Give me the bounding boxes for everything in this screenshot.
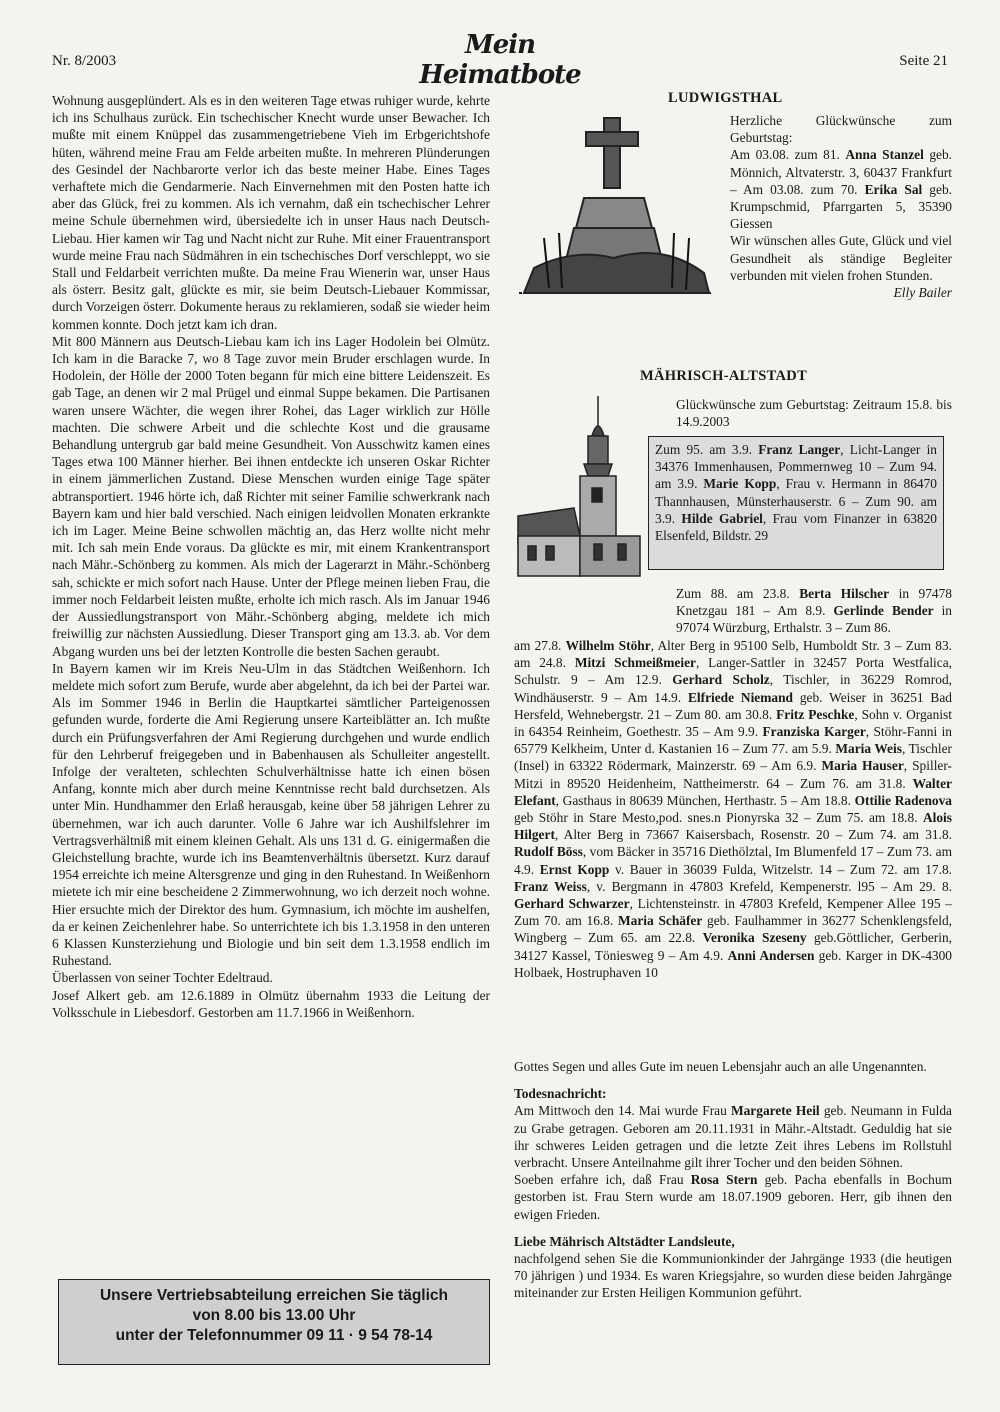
ludwigsthal-intro: Herzliche Glückwünsche zum Geburtstag: xyxy=(730,113,952,146)
birthday-text: geb. Krumpschmid, Pfarrgarten 5, 35390 Giessen xyxy=(730,181,952,232)
death-notice xyxy=(514,1102,952,1171)
person-name: Franziska Karger xyxy=(762,724,866,740)
entry-text: geb. Karger in DK-4300 Holbaek, Hostruphaven 10 xyxy=(514,947,953,980)
person-name: Anni Andersen xyxy=(727,947,815,963)
ad-line: von 8.00 bis 13.00 Uhr xyxy=(192,1307,356,1324)
entry-text: , Tischler (Insel) in 63322 Rödermark, Mainzerstr. 69 – Am 6.9. xyxy=(514,741,953,774)
person-name: Fritz Peschke xyxy=(776,706,855,722)
person-name: Franz Langer xyxy=(758,442,841,457)
person-name: Gerlinde Bender xyxy=(833,603,934,619)
person-name: Wilhelm Stöhr xyxy=(565,638,651,653)
entry-text: geb. Faulhammer in 36277 Schenklengsfeld, Wingberg – Zum 65. am 22.8. xyxy=(514,913,953,946)
sales-department-ad xyxy=(58,1279,490,1365)
entry-text: , Spiller-Mitzi in 89520 Heidenheim, Nattheimerstr. 64 – Zum 76. am 31.8. xyxy=(514,758,953,791)
entry-text: , Lichtensteinstr. in 47803 Krefeld, Kempener Allee 195 – Zum 70. am 16.8. xyxy=(514,896,952,929)
entry-text: , Gasthaus in 80639 München, Herthastr. 5 – Am 18.8. xyxy=(555,792,855,808)
entry-text: , v. Bergmann in 47803 Krefeld, Kempenerstr. l95 – Am 29. 8. xyxy=(586,878,952,894)
person-name: Anna Stanzel xyxy=(845,147,924,163)
ludwigsthal-birthdays xyxy=(730,146,952,232)
masthead-logo: Mein Heimatbote xyxy=(419,30,581,90)
entry-text: Soeben erfahre ich, daß Frau xyxy=(514,1172,691,1188)
communion-text: nachfolgend sehen Sie die Kommunionkinder der Jahrgänge 1933 (die heutigen 70 jährigen ) und 1934. Es waren Kriegsjahre, so wurden diese beiden Jahrgänge miteinander zur Ersten Heiligen Kommunion geführt. xyxy=(514,1251,952,1301)
entry-text: , Licht-Langer in 34376 Immenhausen, Pommernweg 10 – Zum 94. am 3.9. xyxy=(655,442,937,492)
person-name: Maria Weis xyxy=(835,741,902,757)
entry-text: geb Stöhr in Stare Mesto,pod. snes.n Pionyrska 32 – Zum 75. am 18.8. xyxy=(514,810,923,826)
maehrisch-intro: Glückwünsche zum Geburtstag: Zeitraum 15.8. bis 14.9.2003 xyxy=(676,397,952,430)
ad-line: Unsere Vertriebsabteilung erreichen Sie täglich xyxy=(99,1287,449,1304)
person-name: Alois Hilgert xyxy=(514,810,952,843)
person-name: Marie Kopp xyxy=(703,476,777,492)
blessing-text: Gottes Segen und alles Gute im neuen Lebensjahr auch an alle Ungenannten. xyxy=(514,1059,927,1074)
entry-text: , Frau vom Finanzer in 63820 Elsenfeld, Bildstr. 29 xyxy=(655,510,937,544)
person-name: Gerhard Schwarzer xyxy=(514,896,630,912)
lower-sections xyxy=(514,1058,952,1302)
entry-text: , Alter Berg in 73667 Kaisersbach, Rosenstr. 20 – Zum 74. am 31.8. xyxy=(554,827,952,843)
person-name: Berta Hilscher xyxy=(799,586,890,601)
ad-line: unter der Telefonnummer 09 11 · 9 54 78-14 xyxy=(115,1327,433,1344)
left-column xyxy=(52,92,490,1021)
person-name: Hilde Gabriel xyxy=(681,510,763,526)
signature: Elly Bailer xyxy=(893,285,952,301)
article-paragraph: In Bayern kamen wir im Kreis Neu-Ulm in das Städtchen Weißenhorn. Ich meldete mich sofort zum Berufe, wurde aber abgelehnt, da ich bei der Partei war. Als im Sommer 1946 in Berlin die Hauptkartei sämtlicher Parteigenossen gefunden wurde, forderte die Ami Regierung unsere Karteiblätter an. Ich mußte durch ein Prüfungsverfahren der Ami Regierung durchgehen und wurde endlich für den Lehrberuf freigegeben und in Babenhausen als Schulleiter angestellt. Infolge der veralteten, schlechten Schulverhältnisse hatte ich einen bösen Anfang, konnte mich aber durch meine Kenntnisse recht bald durchsetzen. Als unter Min. Hundhammer den Erlaß herausgab, keine über 58 jährigen Lehrer zu übernehmen, war ich auch darunter. Volle 6 Jahre war ich Aushilfslehrer im Vertragsverhältniß mit einem kleinen Gehalt. Als uns 131 d. G. einigermaßen die Gleichstellung brachte, wurde ich ins Beamtenverhältnis übersetzt. Kurz darauf 1954 erreichte ich meine Altersgrenze und ging in den Ruhestand. In Weißenhorn mietete ich mir eine bescheidene 2 Zimmerwohnung, wo ich derzeit noch wohne. Hier ersuchte mich der Direktor des hum. Gymnasium, ich möchte im aushelfen, da er keinen Zeichenlehrer habe. So unterrichtete ich bis 1.3.1958 in den unteren 6 Klassen Kunsterziehung und Biologie und bin seit dem 1.3.1958 endlich im Ruhestand. xyxy=(52,660,490,969)
person-name: Ernst Kopp xyxy=(539,861,610,877)
entry-text: Zum 88. am 23.8. xyxy=(676,586,800,601)
article-paragraph: Überlassen von seiner Tochter Edeltraud. xyxy=(52,970,273,986)
entry-text: , Langer-Sattler in 32457 Porta Westfalica, Schulstr. 9 – Am 12.9. xyxy=(514,655,953,688)
person-name: Elfriede Niemand xyxy=(687,689,793,705)
birthday-text: Am 03.08. zum 81. xyxy=(730,147,846,163)
entry-text: geb.Göttlicher, Gerberin, 34127 Kassel, Töniesweg 9 – Am 4.9. xyxy=(514,930,952,963)
entry-text: , Tischler, in 36229 Romrod, Windhäuserstr. 9 – Am 14.9. xyxy=(514,672,952,705)
entry-text: in 97478 Knetzgau 181 – Am 8.9. xyxy=(676,586,953,619)
wish-text: Wir wünschen alles Gute, Glück und viel Gesundheit als ständige Begleiter verbunden mit vielen frohen Stunden. xyxy=(730,233,952,283)
birthday-list xyxy=(514,637,952,981)
church-illustration xyxy=(514,396,644,581)
entry-text: geb. Neumann in Fulda zu Grabe getragen. Geboren am 20.11.1931 in Mähr.-Altstadt. Geduldig hat sie ihr schweres Leiden getragen und die letzte Zeit ihres Lebens im Rollstuhl verbracht. Unsere Anteilnahme gilt ihrer Tocher und den beiden Söhnen. xyxy=(514,1103,952,1171)
person-name: Walter Elefant xyxy=(514,775,952,808)
entry-text: , Frau v. Hermann in 86470 Thannhausen, Münsterhauserstr. 6 – Zum 90. am 3.9. xyxy=(655,476,938,526)
person-name: Maria Schäfer xyxy=(618,913,703,929)
person-name: Rosa Stern xyxy=(690,1172,758,1188)
person-name: Ottilie Radenova xyxy=(854,792,952,808)
entry-text: , Stöhr-Fanni in 65779 Kelkheim, Unter d. Kastanien 16 – Zum 77. am 5.9. xyxy=(514,724,952,757)
entry-text: geb. Pacha ebenfalls in Bochum gestorben ist. Frau Stern wurde am 18.07.1909 geboren. Herr, gib ihnen den ewigen Frieden. xyxy=(514,1172,952,1222)
entry-text: v. Bauer in 36039 Fulda, Witzelstr. 14 – Zum 72. am 17.8. xyxy=(609,861,952,877)
ludwigsthal-text xyxy=(730,112,952,301)
person-name: Margarete Heil xyxy=(730,1103,820,1119)
person-name: Veronika Szeseny xyxy=(702,930,807,946)
person-name: Gerhard Scholz xyxy=(672,672,770,688)
entry-text: am 27.8. xyxy=(514,638,566,653)
entry-text: Am Mittwoch den 14. Mai wurde Frau xyxy=(514,1103,731,1119)
person-name: Erika Sal xyxy=(864,181,923,197)
highlighted-birthdays-box xyxy=(648,436,944,570)
death-notice-title: Todesnachricht: xyxy=(514,1086,607,1102)
ludwigsthal-title: LUDWIGSTHAL xyxy=(668,90,783,106)
birthday-list-top xyxy=(676,585,952,637)
entry-text: in 97074 Würzburg, Erthalstr. 3 – Zum 86. xyxy=(676,603,952,636)
page-number: Seite 21 xyxy=(899,53,948,69)
communion-title: Liebe Mährisch Altstädter Landsleute, xyxy=(514,1233,735,1249)
crucifix-monument-illustration xyxy=(514,108,724,308)
entry-text: geb. Weiser in 36251 Bad Hersfeld, Wehnebergstr. 21 – Zum 80. am 30.8. xyxy=(514,689,953,722)
person-name: Franz Weiss xyxy=(514,878,587,894)
maehrisch-altstadt-title: MÄHRISCH-ALTSTADT xyxy=(640,368,808,384)
death-notice xyxy=(514,1171,952,1223)
entry-text: , Sohn v. Organist in 64354 Reinheim, Goethestr. 35 – Am 9.9. xyxy=(514,706,952,740)
person-name: Rudolf Böss xyxy=(514,844,583,860)
article-paragraph: Josef Alkert geb. am 12.6.1889 in Olmütz übernahm 1933 die Leitung der Volksschule in Liebesdorf. Gestorben am 11.7.1966 in Weißenhorn. xyxy=(52,987,490,1020)
birthday-text: geb. Mönnich, Altvaterstr. 3, 60437 Frankfurt – Am 03.08. zum 70. xyxy=(730,147,953,197)
ludwigsthal-wish xyxy=(730,232,952,301)
issue-number: Nr. 8/2003 xyxy=(52,53,117,69)
entry-text: Zum 95. am 3.9. xyxy=(655,442,759,457)
person-name: Maria Hauser xyxy=(821,758,904,774)
entry-text: , Alter Berg in 95100 Selb, Humboldt Str. 3 – Zum 83. am 24.8. xyxy=(514,638,953,671)
article-paragraph: Mit 800 Männern aus Deutsch-Liebau kam ich ins Lager Hodolein bei Olmütz. Ich kam in die Baracke 7, wo 8 Tage zuvor mein Bruder erschlagen wurde. In Hodolein, der Hölle der 2000 Toten begann für mich eine bittere Leidenszeit. Es gab Tage, an denen wir 2 mal Prügel und einmal Suppe bekamen. Die Partisanen waren unsere Wächter, die wegen ihrer Rohei, das Lager wirklich zur Hölle machten. Die schwere Arbeit und die schlechte Kost und die grausame Behandlung untergrub gar bald meine Gesundheit. Von Ausschwitz kamen eines Tages etwa 100 Männer hierher. Bei ihnen entdeckte ich unseren Oskar Richter in einem jämmerlichen Zustand. Diese Menschen wurden einige Tage später abtransportiert. 1946 hörte ich, daß Richter mit seiner Familie schwerkrank nach Bayern kam und hier bald verschied. Nach einigen leidvollen Monaten erkrankte ich im Lager. Meine Beine schwollen mächtig an, das Herz wollte nicht mehr mit. Ich sah mein Ende voraus. Da glückte es mir, mit einem Krankentransport nach Mähr.-Schönberg zu kommen. Als mich der Lagerarzt in Mähr.-Schönberg sah, schickte er mich sofort nach Hause. Unter der Pflege meinen lieben Frau, die immer noch Feldarbeit leisten mußte, erholte ich mich rasch. Als im Januar 1946 der Aussiedlungstransport von Mähr.-Schönberg abging, meldete ich mich freiwillig zur nächsten Aussiedlung. Dieser Transport ging am 13.3. ab. Vor dem Abgang wurden uns bei der letzten Kontrolle die besten Sachen geraubt. xyxy=(52,333,490,659)
article-paragraph: Wohnung ausgeplündert. Als es in den weiteren Tage etwas ruhiger wurde, kehrte ich ins Schulhaus zurück. Ein tschechischer Knecht wurde unser Bewacher. Ich mußte mit einem Knüppel das zusammengetriebene Vieh im Erbgerichtshofe hüten, während meine Frau am Felde arbeiten mußte. In mehreren Plünderungen des Gesindel der Nachbarorte verlor ich das beste meiner Habe. Eines Tages verhaftete mich die Gendarmerie. Nach Einvernehmen mit den Posten hatte ich aber das Glück, frei zu kommen. Als ich vernahm, daß ein tschechischer Lehrer meine Schule übernehmen wird, übersiedelte ich in unser Haus nach Deutsch-Liebau. Hier kamen wir Tag und Nacht nicht zur Ruhe. Mit einer Frauentransport wurde meine Frau nach Südmähren in ein tschechisches Dorf verschleppt, wo sie Stall und Feldarbeit verrichten mußte. Da meine Frau Wienerin war, unser Haus als österr. Besitz galt, glückte es mir, sie beim Deutsch-Liebauer Kommissar, durch Vorzeigen österr. Dokumente heraus zu reklamieren, sodaß sie wieder heim kommen konnte. Doch jetzt kam ich dran. xyxy=(52,93,490,332)
entry-text: , vom Bäcker in 35716 Diethölztal, Im Blumenfeld 17 – Zum 73. am 4.9. xyxy=(514,844,952,877)
person-name: Mitzi Schmeißmeier xyxy=(574,655,696,671)
